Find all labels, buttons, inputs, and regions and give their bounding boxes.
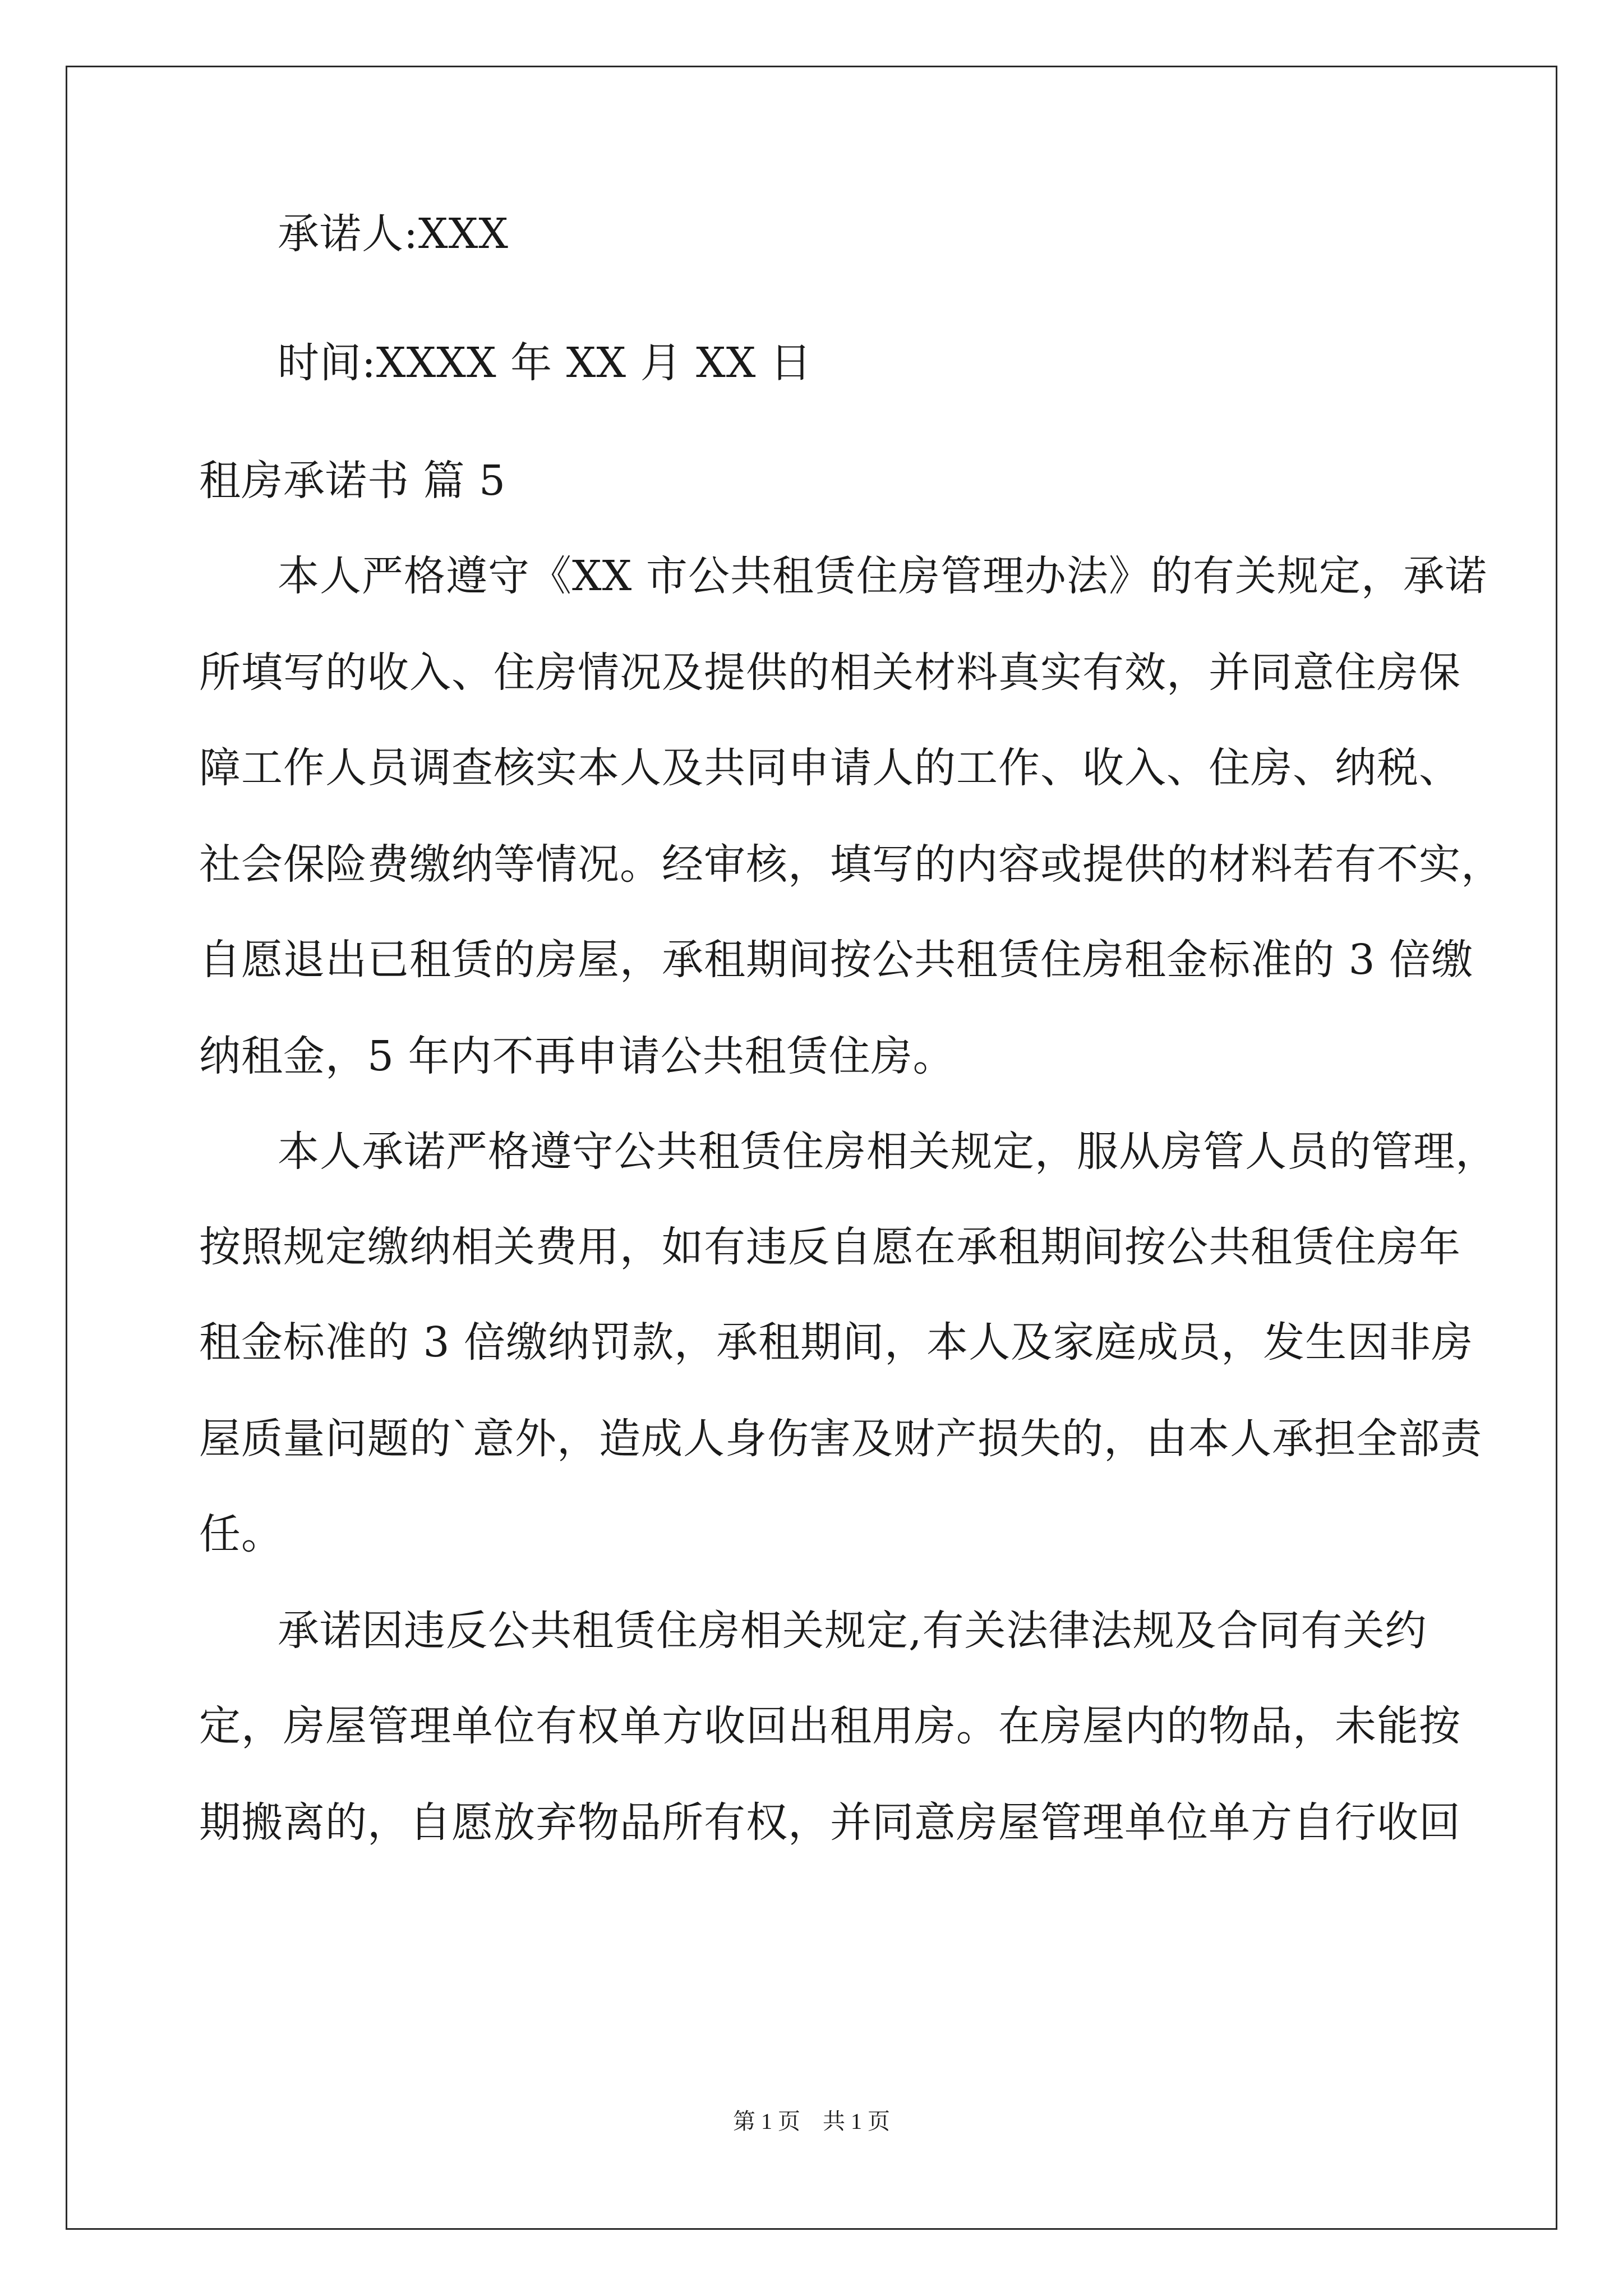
paragraph2-line1: 本人承诺严格遵守公共租赁住房相关规定，服从房管人员的管理， (278, 1128, 1497, 1176)
paragraph2-line5: 任。 (199, 1510, 283, 1558)
paragraph1-line2: 所填写的收入、住房情况及提供的相关材料真实有效，并同意住房保 (199, 648, 1461, 697)
signature-line: 承诺人:XXX (278, 210, 509, 258)
section-title: 租房承诺书 篇 5 (199, 457, 506, 505)
paragraph1-line1: 本人严格遵守《XX 市公共租赁住房管理办法》的有关规定，承诺 (278, 552, 1487, 600)
paragraph3-line2: 定，房屋管理单位有权单方收回出租用房。在房屋内的物品，未能按 (199, 1702, 1461, 1750)
paragraph1-line5: 自愿退出已租赁的房屋，承租期间按公共租赁住房租金标准的 3 倍缴 (199, 936, 1474, 984)
paragraph2-line3: 租金标准的 3 倍缴纳罚款，承租期间，本人及家庭成员，发生因非房 (199, 1318, 1474, 1366)
date-line: 时间:XXXX 年 XX 月 XX 日 (278, 339, 812, 387)
page-footer: 第 1 页 共 1 页 (733, 2109, 890, 2134)
paragraph1-line3: 障工作人员调查核实本人及共同申请人的工作、收入、住房、纳税、 (199, 744, 1461, 792)
paragraph1-line6: 纳租金，5 年内不再申请公共租赁住房。 (199, 1032, 955, 1080)
paragraph3-line1: 承诺因违反公共租赁住房相关规定,有关法律法规及合同有关约 (278, 1607, 1427, 1655)
paragraph1-line4: 社会保险费缴纳等情况。经审核，填写的内容或提供的材料若有不实， (199, 840, 1503, 889)
paragraph2-line4: 屋质量问题的`意外，造成人身伤害及财产损失的，由本人承担全部责 (199, 1415, 1482, 1463)
paragraph2-line2: 按照规定缴纳相关费用，如有违反自愿在承租期间按公共租赁住房年 (199, 1223, 1461, 1271)
paragraph3-line3: 期搬离的，自愿放弃物品所有权，并同意房屋管理单位单方自行收回 (199, 1798, 1461, 1847)
